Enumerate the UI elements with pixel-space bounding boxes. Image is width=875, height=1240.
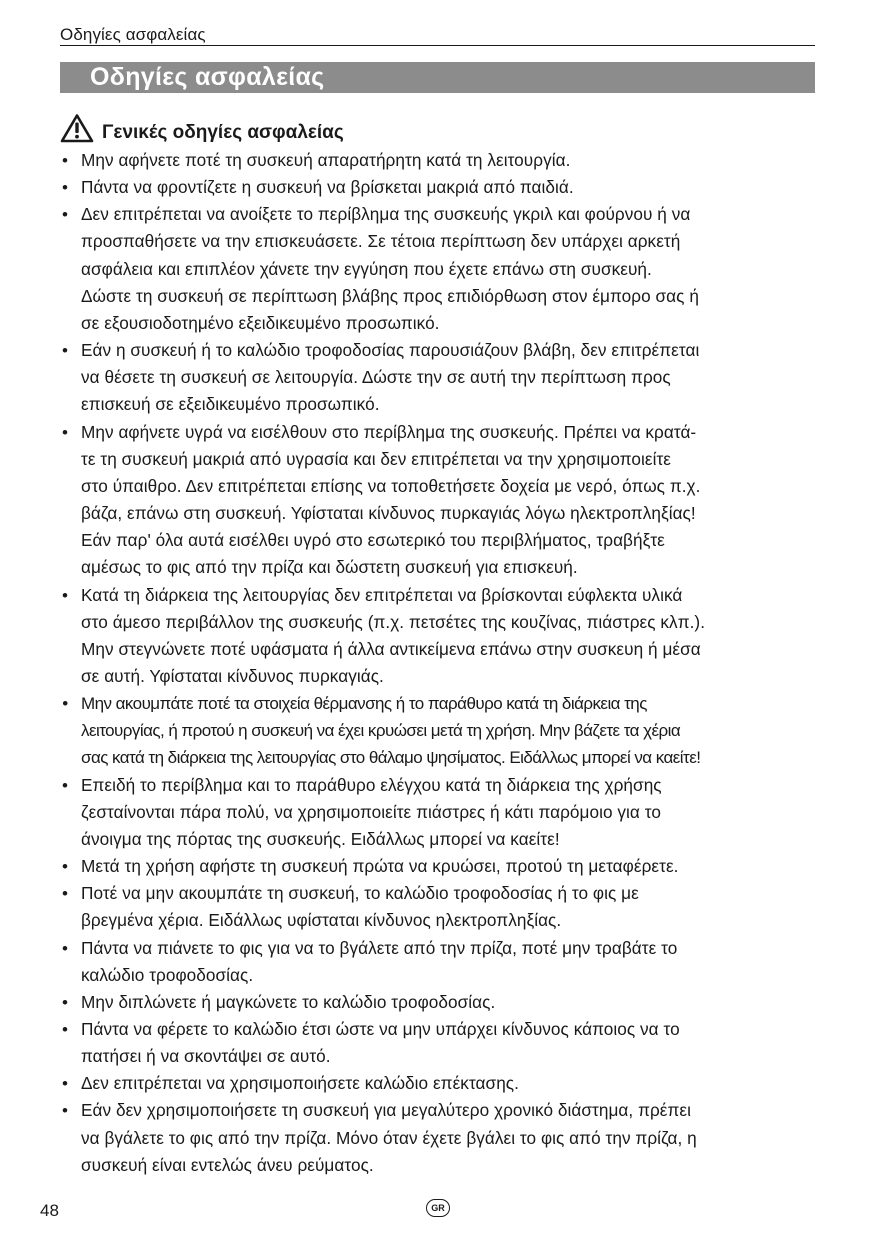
list-item-text: Πάντα να πιάνετε το φις για να το βγάλετε από την πρίζα, ποτέ μην τραβάτε το καλώδιο τροφοδοσίας. — [81, 937, 678, 985]
title-bar — [60, 62, 815, 93]
list-item — [56, 337, 826, 418]
list-item-text: Δεν επιτρέπεται να ανοίξετε το περίβλημα της συσκευής γκριλ και φούρνου ή να προσπαθήσετε να την επισκευάσετε. Σε τέτοια περίπτωση δεν υπάρχει αρκετή ασφάλεια και επιπλέον χάνετε την εγγύηση που έχετε επάνω στη συσκευή. Δώστε τη συσκευή σε περίπτωση βλάβης προς επιδιόρθωση στον έμπορο σας ή σε εξουσιοδοτημένο εξειδικευμένο προσωπικό. — [81, 204, 699, 333]
page-number: 48 — [40, 1201, 59, 1220]
list-item — [56, 1097, 826, 1178]
bullet: • — [61, 341, 68, 361]
bullet: • — [61, 992, 68, 1012]
bullet: • — [62, 694, 68, 714]
list-item-text: Μετά τη χρήση αφήστε τη συσκευή πρώτα να κρυώσει, προτού τη μεταφέρετε. — [81, 856, 679, 877]
list-item — [56, 690, 826, 771]
bullet: • — [61, 857, 68, 877]
list-item — [56, 989, 826, 1016]
bullet: • — [61, 775, 68, 795]
list-item-text: Μην αφήνετε υγρά να εισέλθουν στο περίβλημα της συσκευής. Πρέπει να κρατά- τε τη συσκευή μακριά από υγρασία και δεν επιτρέπεται να την χρησιμοποιείτε στο ύπαιθρο. Δεν επιτρέπεται επίσης να τοποθετήσετε δοχεία με νερό, όπως π.χ. βάζα, επάνω στη συσκευή. Υφίσταται κίνδυνος πυρκαγιάς λόγω ηλεκτροπληξίας! Εάν παρ' όλα αυτά εισέλθει υγρό στο εσωτερικό του περιβλήματος, τραβήξτε αμέσως το φις από την πρίζα και δώστετη συσκευή για επισκευή. — [81, 421, 701, 578]
list-item — [56, 201, 826, 337]
list-item-text: Μην αφήνετε ποτέ τη συσκευή απαρατήρητη κατά τη λειτουργία. — [81, 150, 571, 170]
list-item-text: Πάντα να φέρετε το καλώδιο έτσι ώστε να μην υπάρχει κίνδυνος κάποιος να το πατήσει ή να σκοντάψει σε αυτό. — [81, 1019, 680, 1067]
list-item — [56, 174, 826, 201]
list-item-text: Εάν η συσκευή ή το καλώδιο τροφοδοσίας παρουσιάζουν βλάβη, δεν επιτρέπεται να θέσετε τη συσκευή σε λειτουργία. Δώστε την σε αυτή την περίπτωση προς επισκευή σε εξειδικευμένο προσωπικό. — [81, 340, 700, 415]
list-item — [56, 147, 826, 174]
list-item-text: Ποτέ να μην ακουμπάτε τη συσκευή, το καλώδιο τροφοδοσίας ή το φις με βρεγμένα χέρια. Ειδάλλως υφίσταται κίνδυνος ηλεκτροπληξίας. — [81, 883, 639, 931]
list-item — [56, 880, 826, 934]
bullet: • — [61, 1101, 68, 1121]
bullet: • — [61, 151, 68, 170]
running-header: Οδηγίες ασφαλείας — [60, 24, 815, 46]
section-heading — [60, 112, 344, 148]
list-item-text: Μην διπλώνετε ή μαγκώνετε το καλώδιο τροφοδοσίας. — [81, 991, 496, 1012]
bullet: • — [61, 178, 68, 198]
list-item-text: Κατά τη διάρκεια της λειτουργίας δεν επιτρέπεται να βρίσκονται εύφλεκτα υλικά στο άμεσο περιβάλλον της συσκευής (π.χ. πετσέτες της κουζίνας, πιάστρες κλπ.). Μην στεγνώνετε ποτέ υφάσματα ή άλλα αντικείμενα επάνω στην συσκευη ή μέσα σε αυτή. Υφίσταται κίνδυνος πυρκαγιάς. — [81, 584, 706, 686]
list-item — [56, 419, 826, 582]
bullet: • — [61, 1074, 68, 1094]
list-item-text: Πάντα να φροντίζετε η συσκευή να βρίσκεται μακριά από παιδιά. — [81, 177, 574, 198]
page-title: Οδηγίες ασφαλείας — [90, 63, 325, 91]
bullet: • — [61, 585, 68, 605]
list-item — [56, 1070, 826, 1097]
list-item-text: Εάν δεν χρησιμοποιήσετε τη συσκευή για μεγαλύτερο χρονικό διάστημα, πρέπει να βγάλετε το φις από την πρίζα. Μόνο όταν έχετε βγάλει το φις από την πρίζα, η συσκευή είναι εντελώς άνευ ρεύματος. — [81, 1100, 697, 1175]
list-item — [56, 853, 826, 880]
list-item — [56, 935, 826, 989]
bullet: • — [61, 884, 68, 904]
section-heading-text: Γενικές οδηγίες ασφαλείας — [102, 122, 344, 143]
language-badge: GR — [426, 1199, 450, 1217]
safety-rules-list — [56, 147, 826, 1179]
list-item — [56, 582, 826, 691]
warning-triangle-icon — [60, 113, 94, 143]
list-item-text: Μην ακουμπάτε ποτέ τα στοιχεία θέρμανσης ή το παράθυρο κατά τη διάρκεια της λειτουργίας, ή προτού η συσκευή να έχει κρυώσει μετά τη χρήση. Μην βάζετε τα χέρια σας κατά τη διάρκεια της λειτουργίας στο θάλαμο ψησίματος. Ειδάλλως μπορεί να καείτε! — [81, 694, 701, 768]
bullet: • — [61, 938, 68, 958]
list-item-text: Δεν επιτρέπεται να χρησιμοποιήσετε καλώδιο επέκτασης. — [81, 1073, 519, 1094]
list-item — [56, 772, 826, 853]
bullet: • — [61, 1020, 68, 1039]
bullet: • — [61, 205, 68, 225]
bullet: • — [61, 422, 68, 442]
list-item — [56, 1016, 826, 1070]
list-item-text: Επειδή το περίβλημα και το παράθυρο ελέγχου κατά τη διάρκεια της χρήσης ζεσταίνονται πάρα πολύ, να χρησιμοποιείτε πιάστρες ή κάτι παρόμοιο για το άνοιγμα της πόρτας της συσκευής. Ειδάλλως μπορεί να καείτε! — [81, 774, 662, 849]
